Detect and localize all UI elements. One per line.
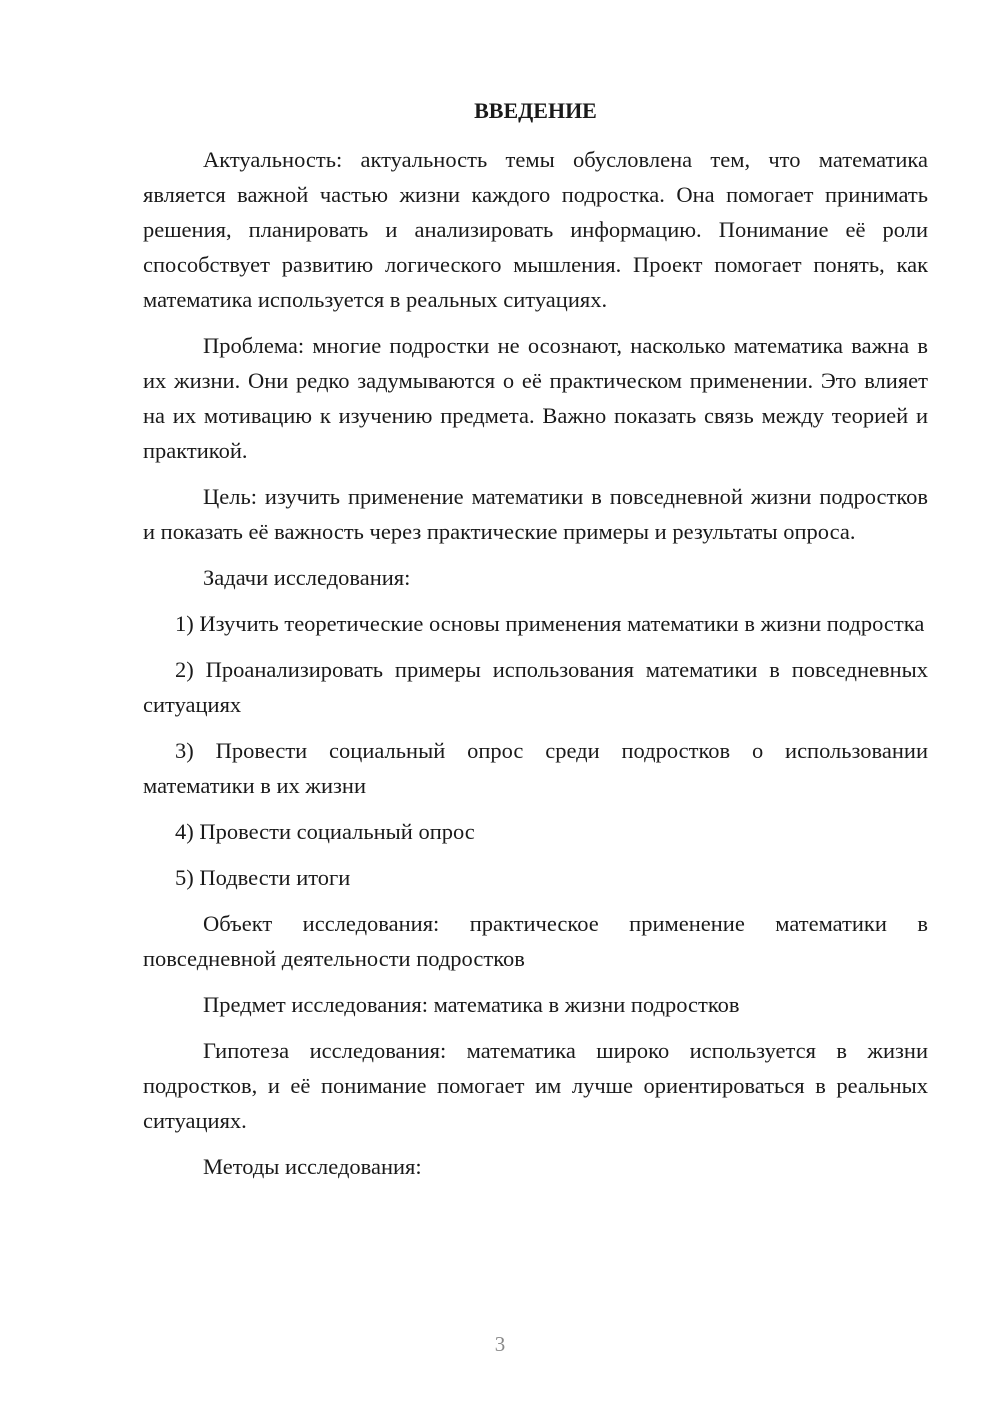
methods-heading: Методы исследования: <box>203 1154 422 1179</box>
page-number: 3 <box>494 1332 506 1356</box>
problem-paragraph: Проблема: многие подростки не осознают, насколько математика важна в их жизни. Они редко задумываются о её практическом применении. Это влияет на их мотивацию к изучению предмета. Важно показать связь между теорией и практикой. <box>143 333 928 463</box>
relevance-paragraph: Актуальность: актуальность темы обусловлена тем, что математика является важной частью жизни каждого подростка. Она помогает принимать решения, планировать и анализировать информацию. Понимание её роли способствует развитию логического мышления. Проект помогает понять, как математика используется в реальных ситуациях. <box>143 147 928 312</box>
task-item: 5) Подвести итоги <box>175 865 351 890</box>
task-item: 2) Проанализировать примеры использования математики в повседневных ситуациях <box>143 657 928 717</box>
hypothesis-paragraph: Гипотеза исследования: математика широко используется в жизни подростков, и её понимание помогает им лучше ориентироваться в реальных ситуациях. <box>143 1038 928 1133</box>
tasks-heading: Задачи исследования: <box>203 565 411 590</box>
goal-paragraph: Цель: изучить применение математики в повседневной жизни подростков и показать её важность через практические примеры и результаты опроса. <box>143 484 928 544</box>
tasks-list <box>143 606 928 895</box>
task-item: 4) Провести социальный опрос <box>175 819 475 844</box>
subject-paragraph: Предмет исследования: математика в жизни подростков <box>203 992 740 1017</box>
document-page <box>143 96 928 1195</box>
task-item: 1) Изучить теоретические основы применения математики в жизни подростка <box>175 611 925 636</box>
section-heading: ВВЕДЕНИЕ <box>474 98 597 123</box>
object-paragraph: Объект исследования: практическое применение математики в повседневной деятельности подростков <box>143 911 928 971</box>
task-item: 3) Провести социальный опрос среди подростков о использовании математики в их жизни <box>143 738 928 798</box>
